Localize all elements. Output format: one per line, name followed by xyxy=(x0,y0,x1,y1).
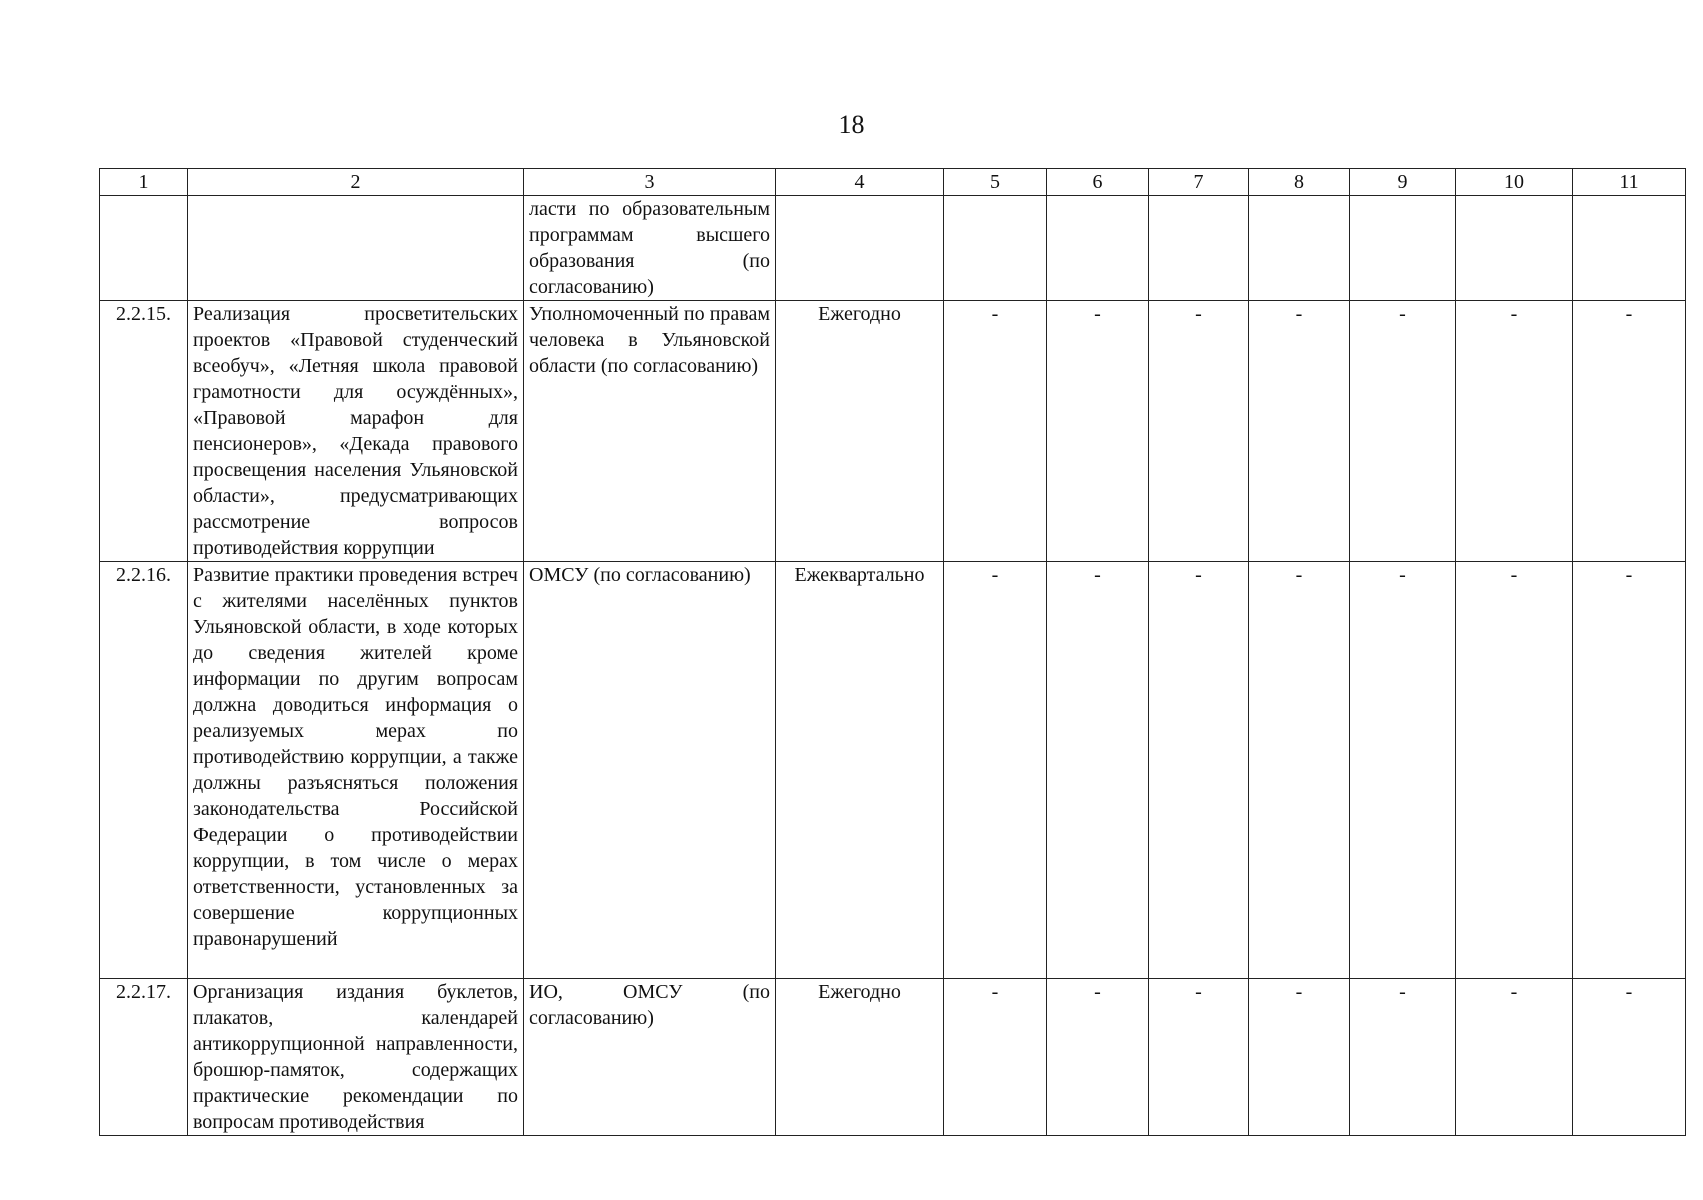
executor-cell: ласти по образовательным программам высшего образования (по согласованию) xyxy=(524,196,776,301)
measure-cell: Развитие практики проведения встреч с жителями населённых пунктов Ульяновской области, в ходе которых до сведения жителей кроме информации по другим вопросам должна доводиться информация о реализуемых мерах по противодействию коррупции, а также должны разъясняться положения законодательства Российской Федерации о противодействии коррупции, в том числе о мерах ответственности, установленных за совершение коррупционных правонарушений xyxy=(188,562,524,979)
column-header-4: 4 xyxy=(776,169,944,196)
table-header xyxy=(100,169,1686,196)
value-cell-11: - xyxy=(1573,301,1686,562)
row-number xyxy=(100,196,188,301)
table-row xyxy=(100,301,1686,562)
executor-cell: ОМСУ (по согласованию) xyxy=(524,562,776,979)
table-body xyxy=(100,196,1686,1136)
value-cell-11 xyxy=(1573,196,1686,301)
column-header-5: 5 xyxy=(944,169,1047,196)
value-cell-5 xyxy=(944,196,1047,301)
column-header-1: 1 xyxy=(100,169,188,196)
term-cell: Ежегодно xyxy=(776,301,944,562)
value-cell-11: - xyxy=(1573,562,1686,979)
column-header-3: 3 xyxy=(524,169,776,196)
column-header-7: 7 xyxy=(1149,169,1249,196)
row-number: 2.2.15. xyxy=(100,301,188,562)
term-cell: Ежегодно xyxy=(776,979,944,1136)
value-cell-5: - xyxy=(944,301,1047,562)
value-cell-9: - xyxy=(1350,301,1456,562)
value-cell-10: - xyxy=(1456,979,1573,1136)
value-cell-9: - xyxy=(1350,562,1456,979)
value-cell-7: - xyxy=(1149,301,1249,562)
value-cell-7: - xyxy=(1149,979,1249,1136)
value-cell-6: - xyxy=(1047,979,1149,1136)
value-cell-10 xyxy=(1456,196,1573,301)
measure-cell: Организация издания буклетов, плакатов, календарей антикоррупционной направленности, брошюр-памяток, содержащих практические рекомендации по вопросам противодействия xyxy=(188,979,524,1136)
executor-cell: ИО, ОМСУ (по согласованию) xyxy=(524,979,776,1136)
row-number: 2.2.16. xyxy=(100,562,188,979)
row-number: 2.2.17. xyxy=(100,979,188,1136)
value-cell-11: - xyxy=(1573,979,1686,1136)
value-cell-5: - xyxy=(944,562,1047,979)
header-row xyxy=(100,169,1686,196)
value-cell-8: - xyxy=(1249,562,1350,979)
executor-cell: Уполномоченный по правам человека в Ульяновской области (по согласованию) xyxy=(524,301,776,562)
value-cell-9: - xyxy=(1350,979,1456,1136)
table-row xyxy=(100,562,1686,979)
value-cell-9 xyxy=(1350,196,1456,301)
table-row xyxy=(100,979,1686,1136)
value-cell-6 xyxy=(1047,196,1149,301)
measures-table xyxy=(99,168,1686,1136)
column-header-11: 11 xyxy=(1573,169,1686,196)
term-cell: Ежеквартально xyxy=(776,562,944,979)
value-cell-6: - xyxy=(1047,562,1149,979)
table-row xyxy=(100,196,1686,301)
measure-cell: Реализация просветительских проектов «Правовой студенческий всеобуч», «Летняя школа правовой грамотности для осуждённых», «Правовой марафон для пенсионеров», «Декада правового просвещения населения Ульяновской области», предусматривающих рассмотрение вопросов противодействия коррупции xyxy=(188,301,524,562)
value-cell-5: - xyxy=(944,979,1047,1136)
column-header-10: 10 xyxy=(1456,169,1573,196)
value-cell-8 xyxy=(1249,196,1350,301)
value-cell-10: - xyxy=(1456,301,1573,562)
column-header-6: 6 xyxy=(1047,169,1149,196)
term-cell xyxy=(776,196,944,301)
value-cell-6: - xyxy=(1047,301,1149,562)
value-cell-7: - xyxy=(1149,562,1249,979)
value-cell-10: - xyxy=(1456,562,1573,979)
value-cell-7 xyxy=(1149,196,1249,301)
column-header-2: 2 xyxy=(188,169,524,196)
page-number: 18 xyxy=(838,110,865,139)
measure-cell xyxy=(188,196,524,301)
value-cell-8: - xyxy=(1249,979,1350,1136)
value-cell-8: - xyxy=(1249,301,1350,562)
column-header-9: 9 xyxy=(1350,169,1456,196)
column-header-8: 8 xyxy=(1249,169,1350,196)
